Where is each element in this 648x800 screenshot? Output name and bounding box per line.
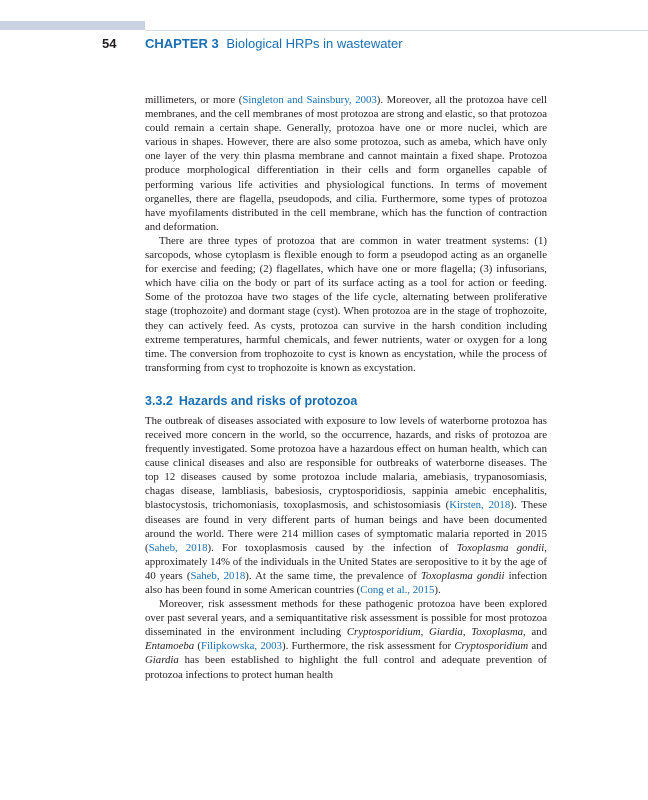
text-run: ( <box>194 640 202 653</box>
chapter-title: Biological HRPs in wastewater <box>226 36 403 51</box>
species-name: Toxoplasma gondii <box>420 569 505 582</box>
text-run: The outbreak of diseases associated with exposure to low levels of waterborne protozoa has received more concern in the world, so the occurrence, hazards, and risks of protozoa are frequently investigated. Some protozoa have a hazardous effect on human health, which can cause clinical diseases and also are responsible for outbreaks of waterborne diseases. The top 12 diseases caused by some protozoa include malaria, amebiasis, trypanosomiasis, chagas disease, lambliasis, babesiosis, cryptosporidiosis, sappinia amebic encephalitis, blastocystosis, trichomoniasis, toxoplasmosis, and schistosomiasis ( <box>145 414 547 512</box>
text-run: , and <box>523 626 548 639</box>
citation-link[interactable]: Cong et al., 2015 <box>360 584 435 596</box>
species-name: Toxoplasma <box>471 626 524 639</box>
running-head <box>145 36 403 51</box>
citation-link[interactable]: Saheb, 2018 <box>148 541 208 554</box>
citation-link[interactable]: Filipkowska, 2003 <box>201 640 282 653</box>
text-run: ). <box>434 584 441 596</box>
text-run: ). These diseases are found in very different parts of human beings and have been documented around the world. There were 214 million cases of symptomatic malaria reported in 2015 ( <box>145 499 547 554</box>
paragraph-1 <box>145 93 547 234</box>
text-run: ). Furthermore, the risk assessment for <box>281 640 455 653</box>
text-run: has been established to highlight the full control and adequate prevention of protozoa infections to protect human health <box>145 654 547 681</box>
section-title: Hazards and risks of protozoa <box>178 393 358 408</box>
text-run: infection also has been found in some American countries ( <box>145 569 548 596</box>
page-number: 54 <box>102 36 117 51</box>
section-number: 3.3.2 <box>145 393 173 408</box>
text-run: millimeters, or more ( <box>145 94 243 106</box>
species-name: Toxoplasma gondii <box>456 541 545 554</box>
chapter-label: CHAPTER 3 <box>145 36 219 51</box>
text-run: , approximately 14% of the individuals in the United States are seropositive to it by the age of 40 years ( <box>145 541 547 582</box>
text-run: ). Moreover, all the protozoa have cell membranes, and the cell membranes of most protozoa are strong and elastic, so that protozoa could remain a certain shape. Generally, protozoa have one or more nuclei, which are various in shapes. However, there are also some protozoa, such as ameba, which have only one layer of the very thin plasma membrane and cannot maintain a fixed shape. Protozoa produce morphological differentiation in their cells and form organelles capable of performing various life activities and physiological functions. In terms of movement organelles, there are flagella, pseudopods, and cilia. Furthermore, some types of protozoa have myofilaments distributed in the cell membrane, which has the function of contraction and deformation. <box>145 94 548 233</box>
species-name: Giardia <box>429 626 463 639</box>
text-run: Moreover, risk assessment methods for these pathogenic protozoa have been explored over past several years, and a semiquantitative risk assessment is possible for most protozoa disseminated in the environment including <box>145 598 547 639</box>
text-run: , <box>462 626 472 639</box>
paragraph-4 <box>145 597 547 682</box>
citation-link[interactable]: Kirsten, 2018 <box>449 499 511 512</box>
species-name: Entamoeba <box>145 640 195 653</box>
section-heading <box>145 393 547 409</box>
paragraph-2: There are three types of protozoa that are common in water treatment systems: (1) sarcopods, whose cytoplasm is flexible enough to form a pseudopod acting as an organelle for exercise and feeding; (2) flagellates, which have one or more flagella; (3) infusorians, which have cilia on the body or part of its surface acting as a tool for action or feeding. Some of the protozoa have two stages of the life cycle, alternating between proliferative stage (trophozoite) and dormant stage (cyst). When protozoa are in the stage of trophozoite, they can actively feed. As cysts, protozoa can survive in the harsh condition including extreme temperatures, harmful chemicals, and fewer nutrients, water or oxygen for a long time. The conversion from trophozoite to cyst is known as encystation, while the process of transforming from cyst to trophozoite is known as excystation. <box>145 234 547 374</box>
text-run: ). For toxoplasmosis caused by the infection of <box>207 541 457 554</box>
species-name: Cryptosporidium <box>454 640 529 653</box>
text-run: ). At the same time, the prevalence of <box>245 569 421 582</box>
citation-link[interactable]: Saheb, 2018 <box>190 569 246 582</box>
species-name: Giardia <box>145 654 179 667</box>
header-rule <box>145 30 648 31</box>
citation-link[interactable]: Singleton and Sainsbury, 2003 <box>242 94 377 106</box>
species-name: Cryptosporidium <box>346 626 421 639</box>
text-run: and <box>528 640 547 653</box>
body-text <box>145 93 547 682</box>
header-accent-bar <box>0 21 145 30</box>
paragraph-3 <box>145 414 547 597</box>
text-run: , <box>420 626 430 639</box>
